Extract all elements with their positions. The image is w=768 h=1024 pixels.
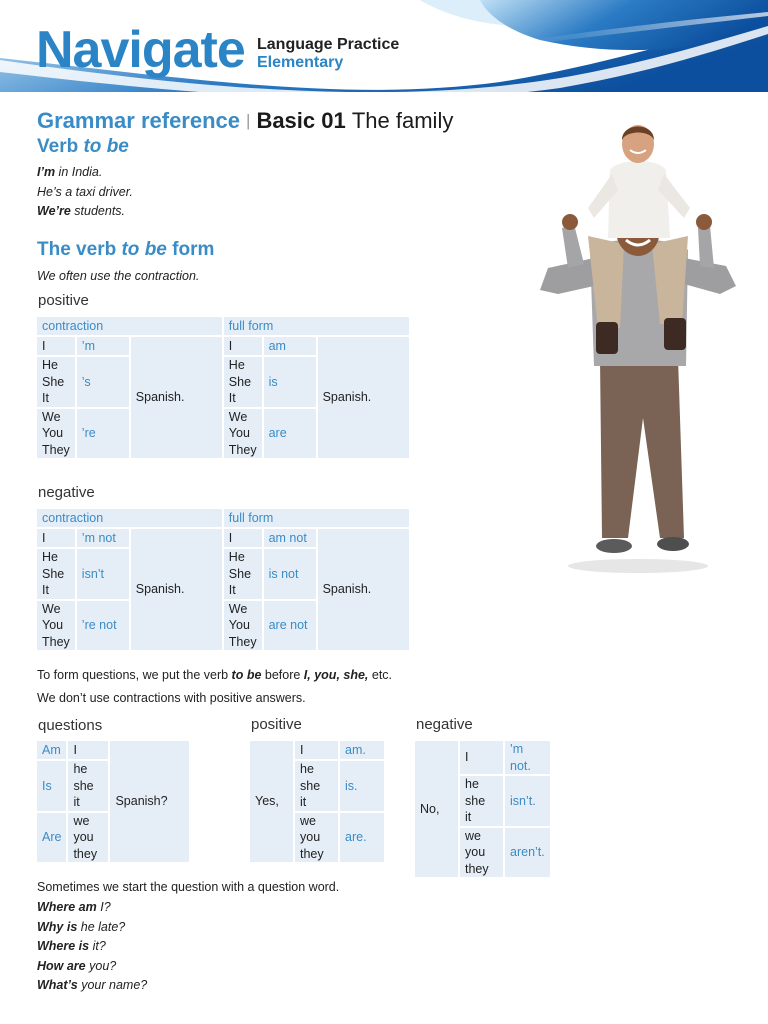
example-line: We’re students.: [37, 204, 126, 218]
negative-label: negative: [38, 484, 95, 501]
full-form-header: full form: [224, 509, 409, 527]
pronoun-cell: we you they: [68, 813, 108, 863]
pronoun-cell: He She It: [37, 357, 75, 407]
answer-verb-cell: ’m not.: [505, 741, 550, 774]
positive-label: positive: [38, 292, 89, 309]
question-rule-note: We don’t use contractions with positive answers.: [37, 691, 306, 705]
contraction-header: contraction: [37, 509, 222, 527]
answer-lead-cell: Yes,: [250, 741, 293, 862]
examples-verb-to-be: [37, 163, 133, 222]
object-cell: Spanish.: [318, 337, 409, 458]
contraction-cell: isn’t: [77, 549, 129, 599]
answer-verb-cell: are.: [340, 813, 384, 863]
full-verb-cell: am not: [264, 529, 316, 547]
title-grammar: Grammar reference: [37, 108, 241, 133]
contraction-cell: ’re: [77, 409, 129, 459]
answer-lead-cell: No,: [415, 741, 458, 877]
pronoun-cell: We You They: [37, 409, 75, 459]
question-word-examples: [37, 898, 147, 996]
section-heading-form: The verb to be form: [37, 239, 215, 260]
object-cell: Spanish.: [131, 337, 222, 458]
contraction-cell: ’re not: [77, 601, 129, 651]
positive-answers-table: [248, 739, 386, 864]
pronoun-cell: He She It: [224, 549, 262, 599]
pronoun-cell: I: [295, 741, 338, 759]
full-verb-cell: are not: [264, 601, 316, 651]
negative-answers-label: negative: [416, 716, 473, 733]
page-title: [37, 108, 453, 134]
contraction-cell: ’s: [77, 357, 129, 407]
full-form-header: full form: [224, 317, 409, 335]
contraction-cell: ’m not: [77, 529, 129, 547]
tagline-course: Language Practice: [257, 36, 400, 53]
contraction-header: contraction: [37, 317, 222, 335]
pronoun-cell: We You They: [224, 601, 262, 651]
title-separator: |: [246, 111, 251, 130]
pronoun-cell: I: [224, 529, 262, 547]
pronoun-cell: we you they: [295, 813, 338, 863]
pronoun-cell: he she it: [68, 761, 108, 811]
header-banner: [0, 0, 768, 92]
pronoun-cell: We You They: [224, 409, 262, 459]
object-cell: Spanish.: [131, 529, 222, 650]
object-cell: Spanish.: [318, 529, 409, 650]
example-line: What’s your name?: [37, 978, 148, 992]
pronoun-cell: I: [37, 337, 75, 355]
pronoun-cell: We You They: [37, 601, 75, 651]
negative-table: [35, 507, 411, 652]
question-words-intro: Sometimes we start the question with a question word.: [37, 880, 340, 894]
questions-table: [35, 739, 191, 864]
answer-verb-cell: isn’t.: [505, 776, 550, 826]
family-photo: [528, 118, 748, 578]
pronoun-cell: I: [37, 529, 75, 547]
example-line: How are you?: [37, 958, 117, 973]
pronoun-cell: He She It: [224, 357, 262, 407]
pronoun-cell: he she it: [460, 776, 503, 826]
answer-verb-cell: is.: [340, 761, 384, 811]
pronoun-cell: he she it: [295, 761, 338, 811]
example-line: Where is it?: [37, 939, 106, 953]
full-verb-cell: is: [264, 357, 316, 407]
contraction-cell: ’m: [77, 337, 129, 355]
object-cell: Spanish?: [110, 741, 189, 862]
pronoun-cell: I: [224, 337, 262, 355]
pronoun-cell: He She It: [37, 549, 75, 599]
full-verb-cell: are: [264, 409, 316, 459]
question-verb-cell: Am: [37, 741, 66, 759]
answer-verb-cell: aren’t.: [505, 828, 550, 878]
title-topic: The family: [351, 108, 454, 133]
negative-answers-table: [413, 739, 552, 879]
question-verb-cell: Are: [37, 813, 66, 863]
form-note: We often use the contraction.: [37, 269, 200, 283]
example-line: I’m in India.: [37, 165, 103, 179]
section-heading-verb-to-be: [37, 136, 129, 158]
positive-answers-label: positive: [251, 716, 302, 733]
pronoun-cell: I: [68, 741, 108, 759]
pronoun-cell: I: [460, 741, 503, 774]
brand-logo: Navigate: [36, 21, 245, 79]
questions-label: questions: [38, 717, 103, 734]
full-verb-cell: am: [264, 337, 316, 355]
pronoun-cell: we you they: [460, 828, 503, 878]
answer-verb-cell: am.: [340, 741, 384, 759]
title-basic: Basic 01: [256, 108, 346, 133]
heading-text: Verb: [37, 136, 84, 157]
question-rule: To form questions, we put the verb to be before I, you, she, etc.: [37, 668, 393, 682]
example-line: Where am I?: [37, 900, 111, 914]
full-verb-cell: is not: [264, 549, 316, 599]
example-line: He’s a taxi driver.: [37, 184, 133, 199]
tagline-level: Elementary: [257, 54, 344, 71]
question-verb-cell: Is: [37, 761, 66, 811]
positive-table: [35, 315, 411, 460]
example-line: Why is he late?: [37, 919, 126, 934]
heading-emphasis: to be: [83, 136, 129, 157]
